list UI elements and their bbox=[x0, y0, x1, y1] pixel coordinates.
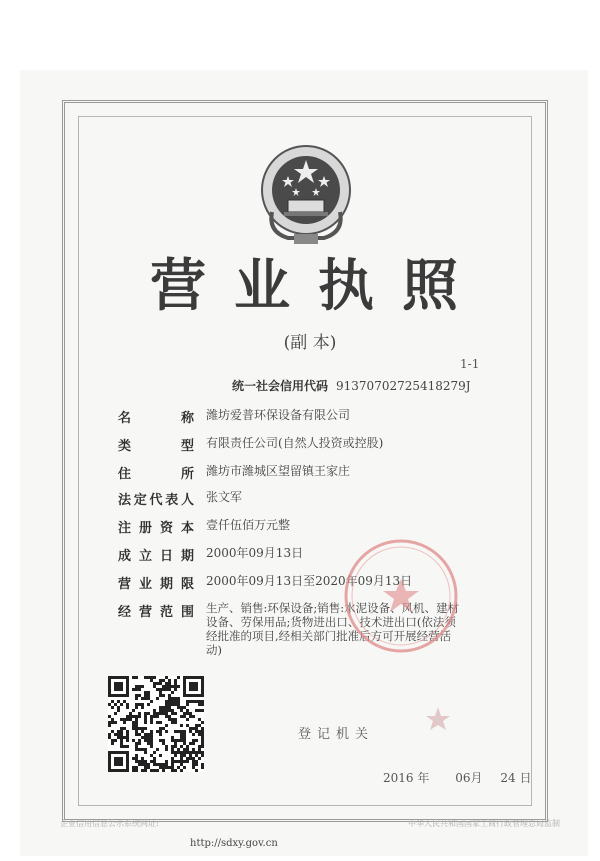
year-char: 年 bbox=[417, 771, 430, 785]
day-char: 日 bbox=[519, 771, 532, 785]
license-title bbox=[150, 252, 460, 322]
credit-code bbox=[232, 377, 471, 394]
credit-code-label: 统一社会信用代码 bbox=[232, 379, 329, 393]
month-char: 月 bbox=[470, 771, 483, 785]
field-label: 法定代表人 bbox=[118, 493, 194, 508]
field-value: 张文军 bbox=[206, 490, 243, 504]
field-row-type bbox=[118, 435, 488, 454]
field-label: 类型 bbox=[118, 439, 194, 454]
page-number: 1-1 bbox=[460, 357, 480, 371]
title-char: 照 bbox=[402, 254, 460, 319]
footer bbox=[60, 818, 560, 848]
field-label: 经营范围 bbox=[118, 605, 194, 620]
issue-date bbox=[383, 769, 531, 786]
field-value: 壹仟伍佰万元整 bbox=[206, 518, 291, 532]
registration-authority-label: 登记机关 bbox=[298, 727, 375, 742]
authority-seal-star-icon bbox=[424, 705, 452, 733]
field-label: 注册资本 bbox=[118, 521, 194, 536]
field-label: 成立日期 bbox=[118, 549, 194, 564]
field-value: 潍坊市潍城区望留镇王家庄 bbox=[206, 464, 351, 478]
qr-code[interactable] bbox=[108, 676, 204, 772]
field-row-legal-rep bbox=[118, 489, 488, 508]
footer-left-text: 企业信用信息公示系统网址: bbox=[60, 819, 159, 828]
issue-year: 2016 bbox=[383, 771, 414, 785]
national-emblem-icon bbox=[258, 142, 354, 246]
credit-code-value: 91370702725418279J bbox=[336, 379, 471, 393]
title-char: 营 bbox=[150, 254, 208, 319]
field-value: 生产、销售:环保设备;销售:水泥设备、风机、建材设备、劳保用品;货物进出口、技术进出口(依法须经批准的项目,经相关部门批准后方可开展经营活动) bbox=[206, 601, 460, 657]
red-seal-stamp bbox=[342, 537, 460, 655]
field-row-address bbox=[118, 463, 488, 482]
footer-url-link[interactable]: http://sdxy.gov.cn bbox=[190, 838, 278, 849]
field-row-capital bbox=[118, 517, 488, 536]
field-value: 有限责任公司(自然人投资或控股) bbox=[206, 436, 384, 450]
field-label: 住所 bbox=[118, 467, 194, 482]
footer-right-text: 中华人民共和国国家工商行政管理总局监制 bbox=[408, 819, 560, 828]
field-label: 营业期限 bbox=[118, 577, 194, 592]
copy-subtitle: (副 本) bbox=[283, 333, 337, 353]
title-char: 执 bbox=[318, 254, 376, 319]
issue-month: 06 bbox=[455, 771, 471, 785]
title-char: 业 bbox=[234, 254, 292, 319]
field-value: 2000年09月13日至2020年09月13日 bbox=[206, 574, 413, 588]
field-row-name bbox=[118, 407, 488, 426]
field-label: 名称 bbox=[118, 411, 194, 426]
field-value: 潍坊爱普环保设备有限公司 bbox=[206, 408, 351, 422]
field-value: 2000年09月13日 bbox=[206, 546, 304, 560]
issue-day: 24 bbox=[500, 771, 516, 785]
